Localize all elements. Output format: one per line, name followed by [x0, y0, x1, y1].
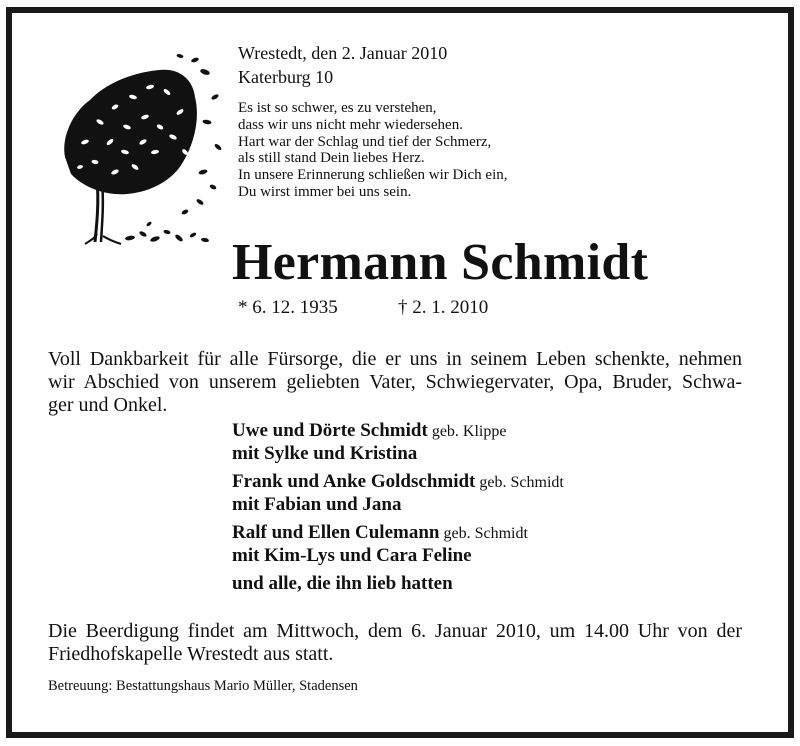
- intro-line: wir Abschied von unserem geliebten Vater, Schwiegervater, Opa, Bruder, Schwa-: [48, 371, 742, 393]
- birth-date: * 6. 12. 1935: [238, 297, 338, 318]
- all-loved-line: und alle, die ihn lieb hatten: [232, 573, 453, 594]
- family-entry: [232, 470, 564, 516]
- funeral-home-credit: Betreuung: Bestattungshaus Mario Müller, Stadensen: [48, 678, 358, 694]
- family-children: mit Kim-Lys und Cara Feline: [232, 545, 472, 566]
- family-entry: [232, 521, 564, 567]
- life-dates: [238, 296, 489, 320]
- funeral-line: Die Beerdigung findet am Mittwoch, dem 6. Januar 2010, um 14.00 Uhr von der: [48, 620, 742, 642]
- address: Katerburg 10: [238, 67, 334, 87]
- poem-line: dass wir uns nicht mehr wiedersehen.: [238, 116, 463, 133]
- death-date: † 2. 1. 2010: [398, 297, 489, 318]
- family-entry: [232, 419, 564, 465]
- tree-icon: [55, 52, 225, 247]
- deceased-name: Hermann Schmidt: [232, 234, 649, 291]
- poem-line: Hart war der Schlag und tief der Schmerz,: [238, 133, 492, 150]
- family-names: Frank und Anke Goldschmidt: [232, 471, 476, 492]
- family-names: Uwe und Dörte Schmidt: [232, 420, 428, 441]
- family-list: [232, 419, 564, 595]
- intro-text: [48, 348, 742, 417]
- place-date: Wrestedt, den 2. Januar 2010: [238, 43, 448, 63]
- poem-line: Es ist so schwer, es zu verstehen,: [238, 100, 437, 116]
- poem-line: In unsere Erinnerung schließen wir Dich ein,: [238, 167, 508, 184]
- family-birth-name: geb. Schmidt: [479, 474, 564, 491]
- funeral-text: [48, 620, 742, 666]
- intro-line: ger und Onkel.: [48, 394, 168, 416]
- family-birth-name: geb. Schmidt: [443, 525, 528, 542]
- family-children: mit Fabian und Jana: [232, 494, 402, 515]
- funeral-line: Friedhofskapelle Wrestedt aus statt.: [48, 643, 334, 665]
- family-names: Ralf und Ellen Culemann: [232, 522, 440, 543]
- place-date-block: [238, 41, 447, 89]
- poem: [238, 100, 508, 201]
- family-children: mit Sylke und Kristina: [232, 443, 418, 464]
- poem-line: Du wirst immer bei uns sein.: [238, 183, 412, 200]
- poem-line: als still stand Dein liebes Herz.: [238, 150, 425, 167]
- intro-line: Voll Dankbarkeit für alle Fürsorge, die er uns in seinem Leben schenkte, nehmen: [48, 348, 742, 370]
- family-birth-name: geb. Klippe: [431, 423, 507, 440]
